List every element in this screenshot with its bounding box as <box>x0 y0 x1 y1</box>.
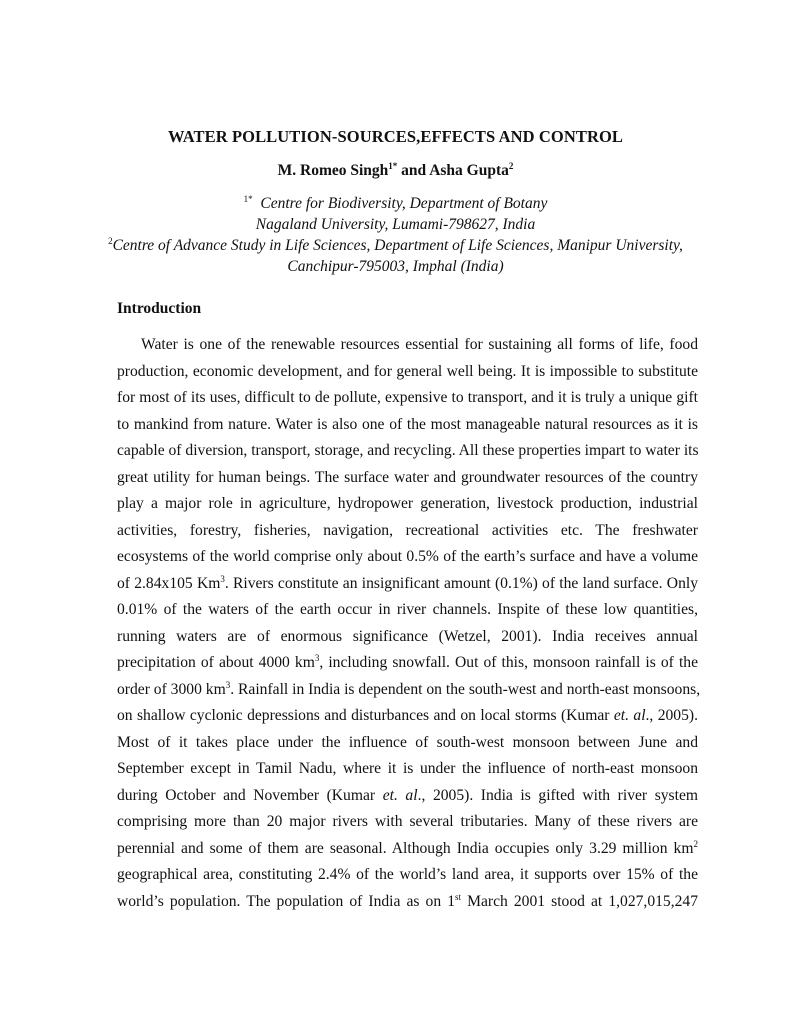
body-line: activities, forestry, fisheries, navigation, recreational activities etc. The freshwater <box>117 521 698 539</box>
body-line: precipitation of about 4000 $km^3$, including snowfall. Out of this, monsoon rainfall is of the <box>117 652 699 671</box>
affiliation-line <box>0 214 791 235</box>
body-line: during October and November (Kumar et. al., 2005). India is gifted with river system <box>117 786 699 804</box>
body-line: geographical area, constituting 2.4% of the world’s land area, it supports over 15% of the <box>117 866 698 883</box>
author-line <box>0 162 791 180</box>
body-line: production, economic development, and for general well being. It is impossible to substitute <box>117 362 698 380</box>
body-line: 0.01% of the waters of the earth occur in river channels. Inspite of these low quantities, <box>117 601 698 618</box>
body-line: world’s population. The population of India as on 1st March 2001 stood at 1,027,015,247 <box>117 891 698 910</box>
body-line: perennial and some of them are seasonal. Although India occupies only 3.29 million $km^2$ <box>117 838 698 857</box>
body-line: capable of diversion, transport, storage, and recycling. All these properties impart to water its <box>117 442 699 459</box>
italic-text: et. al <box>382 786 418 804</box>
affiliation-text: Canchipur-795003, Imphal (India) <box>287 258 504 275</box>
author-name: Asha Gupta <box>429 162 509 179</box>
italic-text: et. al <box>613 707 646 724</box>
body-line: of 2.84x105 Km$^3$. Rivers constitute an insignificant amount (0.1%) of the land surface. Only <box>117 573 698 592</box>
body-line: comprising more than 20 major rivers with several tributaries. Many of these rivers are <box>117 813 698 830</box>
superscript: 3 <box>220 573 225 584</box>
body-line: Most of it takes place under the influence of south-west monsoon between June and <box>117 733 698 751</box>
body-line: on shallow cyclonic depressions and disturbances and on local storms (Kumar et. al., 2005). <box>117 707 698 724</box>
affiliation-text: Centre of Advance Study in Life Sciences, Department of Life Sciences, Manipur University, <box>112 237 683 254</box>
affiliation-line <box>0 235 791 256</box>
affiliation-text: Centre for Biodiversity, Department of Botany <box>260 195 548 212</box>
body-line: September except in Tamil Nadu, where it is under the influence of north-east monsoon <box>117 760 698 777</box>
affiliation-line <box>0 256 791 277</box>
body-line: ecosystems of the world comprise only about 0.5% of the earth’s surface and have a volume <box>117 548 698 565</box>
author-name: M. Romeo Singh <box>277 162 389 179</box>
body-paragraph <box>117 332 701 915</box>
superscript: 3 <box>225 679 231 690</box>
body-line: Water is one of the renewable resources essential for sustaining all forms of life, food <box>141 336 698 353</box>
section-heading: Introduction <box>117 300 202 317</box>
affiliation-superscript: 2 <box>108 235 113 246</box>
affiliation-superscript: 1* <box>243 193 253 204</box>
affiliations <box>0 193 791 277</box>
superscript: 3 <box>314 652 320 663</box>
author-superscript: 1* <box>388 160 398 171</box>
body-line: order of 3000 $km^3$. Rainfall in India is dependent on the south-west and north-east monsoons, <box>117 679 701 698</box>
superscript: st <box>455 891 462 902</box>
affiliation-text: Nagaland University, Lumami-798627, India <box>255 216 536 233</box>
body-line: great utility for human beings. The surface water and groundwater resources of the country <box>117 468 698 486</box>
author-superscript: 2 <box>508 160 514 171</box>
body-line: play a major role in agriculture, hydropower generation, livestock production, industrial <box>117 495 698 512</box>
affiliation-line <box>0 193 791 214</box>
superscript: 2 <box>693 838 698 849</box>
author-joiner: and <box>397 162 430 179</box>
body-line: running waters are of enormous significance (Wetzel, 2001). India receives annual <box>117 627 698 645</box>
body-line: to mankind from nature. Water is also one of the most manageable natural resources as it is <box>117 415 698 433</box>
body-line: for most of its uses, difficult to de pollute, expensive to transport, and it is truly a unique gift <box>117 389 698 406</box>
paper-title: WATER POLLUTION-SOURCES,EFFECTS AND CONTROL <box>167 127 624 146</box>
